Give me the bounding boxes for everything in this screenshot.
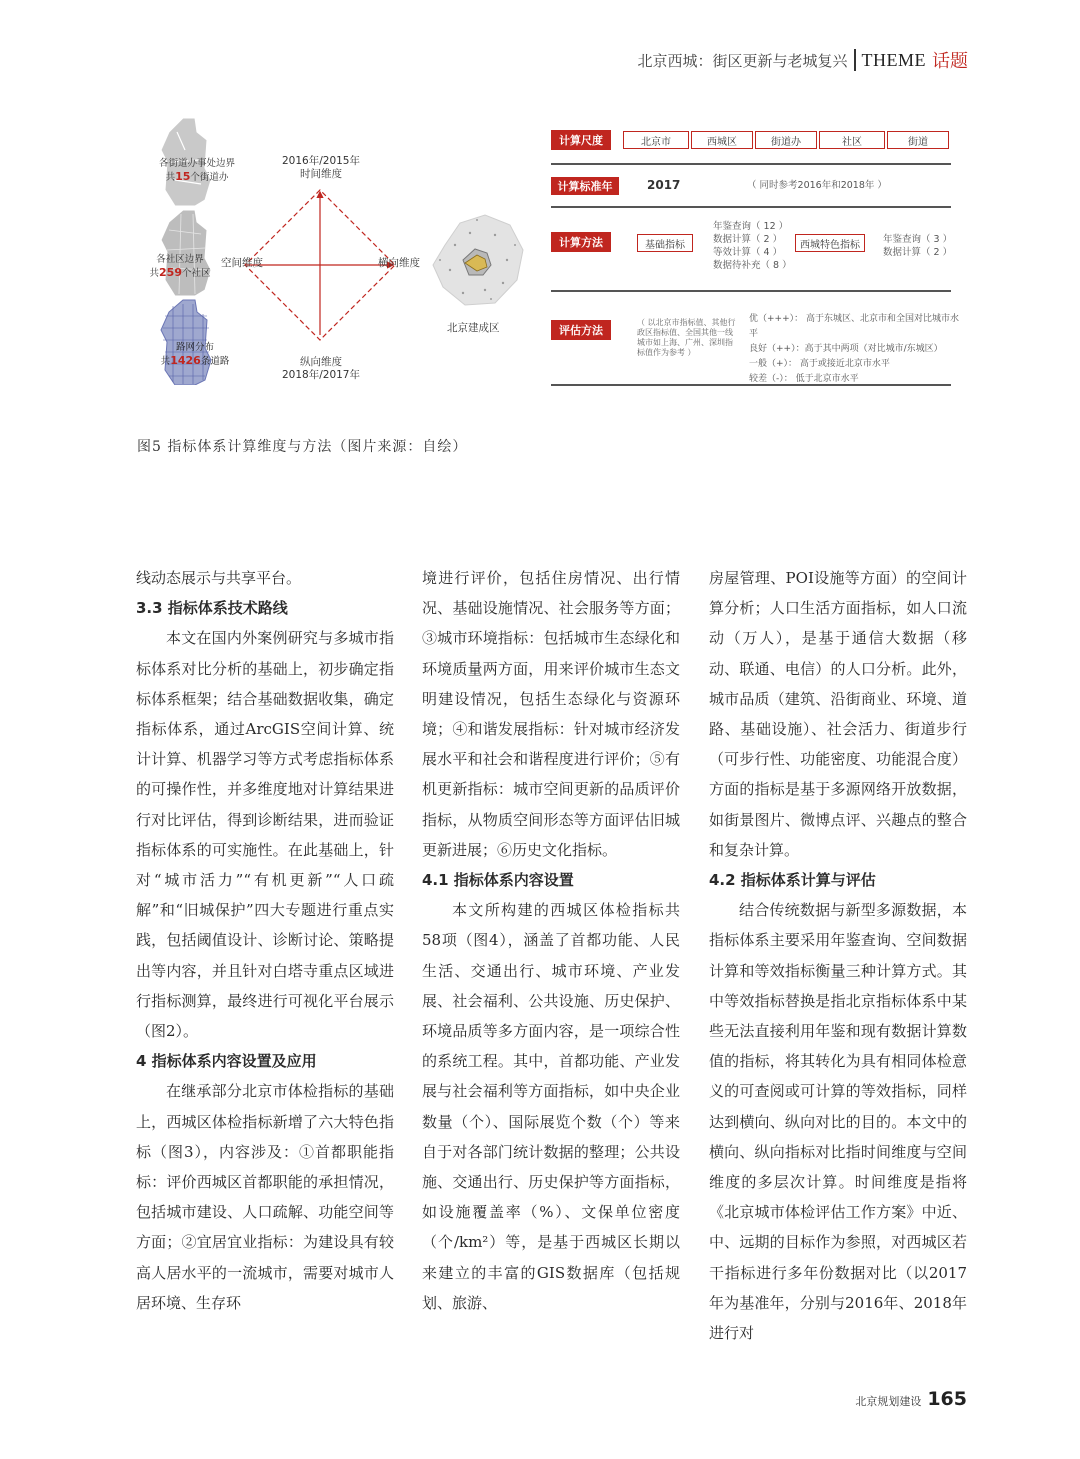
- paragraph: 本文所构建的西城区体检指标共58项（图4），涵盖了首都功能、人民生活、交通出行、城市环境、产业发展、社会福利、公共设施、历史保护、环境品质等多方面内容，是一项综合性的系统工程。其中，首都功能、产业发展与社会福利等方面指标，如中央企业数量（个）、国际展览个数（个）等来自于对各部门统计数据的整理；公共设施、交通出行、历史保护等方面指标，如设施覆盖率（%）、文保单位密度（个/km²）等，是基于西城区长期以来建立的丰富的GIS数据库（包括规划、旅游、: [422, 901, 680, 1312]
- scale-street: 街道: [887, 131, 949, 149]
- series-title: 北京西城：街区更新与老城复兴: [637, 51, 848, 70]
- basic-item-equiv: 等效计算（ 4 ）: [713, 247, 783, 258]
- page-number: 165: [927, 1388, 967, 1410]
- paragraph: 在继承部分北京市体检指标的基础上，西城区体检指标新增了六大特色指标（图3），内容涉及：①首都职能指标：评价西城区首都职能的承担情况，包括城市建设、人口疏解、功能空间等方面；②宜居宜业指标：为建设具有较高人居水平的一流城市，需要对城市人居环境、生存环: [136, 1082, 394, 1312]
- eval-note-2: 政区指标值、全国其他一线: [637, 328, 733, 337]
- paragraph: 结合传统数据与新型多源数据，本指标体系主要采用年鉴查询、空间数据计算和等效指标衡量三种计算方式。其中等效指标替换是指北京指标体系中某些无法直接利用年鉴和现有数据计算数值的指标，将其转化为具有相同体检意义的可查阅或可计算的等效指标，同样达到横向、纵向对比的目的。本文中的横向、纵向指标对比指时间维度与空间维度的多层次计算。时间维度是指将《北京城市体检评估工作方案》中近、中、远期的目标作为参照，对西城区若干指标进行多年份数据对比（以2017年为基准年，分别与2016年、2018年进行对: [709, 901, 967, 1343]
- paragraph: 线动态展示与共享平台。: [136, 569, 302, 587]
- special-item-calc: 数据计算（ 2 ）: [883, 247, 953, 258]
- beijing-builtup-map: [425, 205, 535, 315]
- eval-level-poor: 较差（-）： 低于北京市水平: [749, 374, 859, 384]
- eval-level-excellent: 优（+++）： 高于东城区、北京市和全国对比城市水平: [749, 314, 959, 339]
- community-count: 259: [159, 266, 182, 279]
- running-header: [637, 47, 968, 73]
- space-dim-label: 空间维度: [221, 257, 263, 269]
- basic-indicator-box: 基础指标: [637, 234, 693, 252]
- scale-xicheng: 西城区: [691, 131, 753, 149]
- eval-label: 评估方法: [551, 320, 611, 340]
- method-label: 计算方法: [551, 232, 611, 252]
- paragraph: 境进行评价，包括住房情况、出行情况、基础设施情况、社会服务等方面；③城市环境指标：包括城市生态绿化和环境质量两方面，用来评价城市生态文明建设情况，包括生态绿化与资源环境；④和谐发展指标：针对城市经济发展水平和社会和谐程度进行评价；⑤有机更新指标：城市空间更新的品质评价指标，从物质空间形态等方面评估旧城更新进展；⑥历史文化指标。: [422, 569, 680, 859]
- vertical-dim-years: 2018年/2017年: [282, 369, 360, 381]
- eval-note-4: 标值作为参考 ）: [637, 348, 696, 357]
- basic-item-pending: 数据待补充（ 8 ）: [713, 260, 792, 271]
- basic-item-calc: 数据计算（ 2 ）: [713, 234, 783, 245]
- row-divider: [551, 206, 951, 208]
- section-heading-4-2: 4.2 指标体系计算与评估: [709, 871, 876, 890]
- paragraph: 本文在国内外案例研究与多城市指标体系对比分析的基础上，初步确定指标体系框架；结合基础数据收集，确定指标体系，通过ArcGIS空间计算、统计计算、机器学习等方式考虑指标体系的可操作性，并多维度地对计算结果进行对比评估，得到诊断结果，进而验证指标体系的可实施性。在此基础上，针对“城市活力”“有机更新”“人口疏解”和“旧城保护”四大专题进行重点实践，包括阈值设计、诊断讨论、策略提出等内容，并且针对白塔寺重点区域进行指标测算，最终进行可视化平台展示（图2）。: [136, 629, 394, 1041]
- scale-community: 社区: [819, 131, 885, 149]
- section-heading-3-3: 3.3 指标体系技术路线: [136, 599, 288, 618]
- vertical-dim-label: 纵向维度: [300, 356, 342, 368]
- text-column-2: [422, 563, 680, 1318]
- row-divider: [551, 384, 951, 386]
- text-column-1: [136, 563, 394, 1318]
- section-heading-4: 4 指标体系内容设置及应用: [136, 1052, 317, 1071]
- time-dim-label: 时间维度: [300, 168, 342, 180]
- base-year-label: 计算标准年: [551, 177, 619, 195]
- road-count: 1426: [170, 354, 201, 367]
- basic-item-yearbook: 年鉴查询（ 12 ）: [713, 221, 789, 232]
- map-label-2a: 各社区边界: [156, 254, 204, 265]
- map-label-2-post: 个社区: [181, 268, 211, 279]
- builtup-label: 北京建成区: [447, 322, 500, 334]
- section-heading-4-1: 4.1 指标体系内容设置: [422, 871, 574, 890]
- eval-level-good: 良好（++）：高于其中两项（对比城市/东城区）: [749, 344, 943, 354]
- base-year-note: （ 同时参考2016年和2018年 ）: [747, 180, 887, 191]
- time-dim-years: 2016年/2015年: [282, 155, 360, 167]
- special-indicator-box: 西城特色指标: [795, 234, 865, 252]
- base-year-value: 2017: [647, 178, 681, 192]
- dimension-diamond: [225, 170, 425, 370]
- paragraph: 房屋管理、POI设施等方面）的空间计算分析；人口生活方面指标，如人口流动（万人），是基于通信大数据（移动、联通、电信）的人口分析。此外，城市品质（建筑、沿街商业、环境、道路、基础设施）、社会活力、街道步行（可步行性、功能密度、功能混合度）方面的指标是基于多源网络开放数据，如街景图片、微博点评、兴趣点的整合和复杂计算。: [709, 569, 967, 859]
- map-label-1a: 各街道办事处边界: [158, 158, 235, 169]
- theme-label: THEME: [861, 49, 926, 70]
- text-column-3: [709, 563, 967, 1348]
- journal-name: 北京规划建设: [855, 1395, 922, 1408]
- figure-5: [135, 110, 965, 400]
- map-label-3-pre: 共: [160, 356, 171, 367]
- scale-label: 计算尺度: [551, 130, 611, 150]
- header-divider: [854, 49, 856, 71]
- row-divider: [551, 163, 951, 165]
- map-label-3-post: 条道路: [200, 356, 230, 367]
- page-footer: [855, 1388, 967, 1410]
- scale-subdistrict: 街道办: [755, 131, 817, 149]
- topic-label: 话题: [932, 51, 968, 72]
- horizontal-dim-label: 横向维度: [378, 257, 420, 269]
- map-label-1-pre: 共: [165, 172, 176, 183]
- row-divider: [551, 290, 951, 292]
- eval-note-3: 城市如上海、广州、深圳指: [637, 338, 733, 347]
- map-label-2-pre: 共: [149, 268, 160, 279]
- eval-note-1: （ 以北京市指标值、其他行: [637, 318, 736, 327]
- special-item-yearbook: 年鉴查询（ 3 ）: [883, 234, 953, 245]
- map-label-1-post: 个街道办: [190, 172, 229, 183]
- street-office-count: 15: [175, 170, 191, 183]
- scale-beijing: 北京市: [623, 131, 689, 149]
- figure-caption: 图5 指标体系计算维度与方法（图片来源：自绘）: [137, 439, 468, 455]
- eval-level-fair: 一般（+）： 高于或接近北京市水平: [749, 359, 890, 369]
- map-label-3a: 路网分布: [175, 342, 214, 353]
